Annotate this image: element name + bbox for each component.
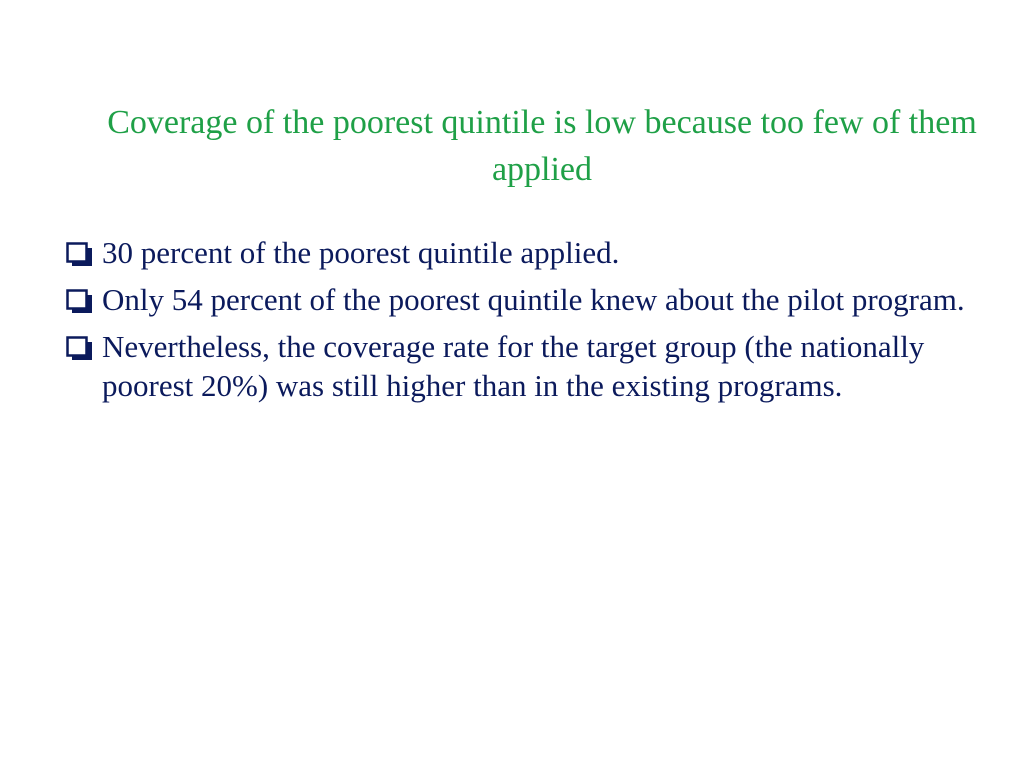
bullet-item [66, 327, 966, 405]
bullet-text: Only 54 percent of the poorest quintile knew about the pilot program. [102, 282, 965, 317]
bullet-item [66, 280, 966, 319]
bullet-text: 30 percent of the poorest quintile applied. [102, 235, 620, 270]
checkbox-square-icon [66, 242, 94, 268]
slide-title: Coverage of the poorest quintile is low because too few of them applied [107, 104, 977, 188]
checkbox-square-icon [66, 289, 94, 315]
checkbox-square-icon [66, 336, 94, 362]
bullet-text: Nevertheless, the coverage rate for the target group (the nationally poorest 20%) was still higher than in the existing programs. [102, 329, 925, 403]
bullet-list [66, 233, 966, 413]
bullet-item [66, 233, 966, 272]
